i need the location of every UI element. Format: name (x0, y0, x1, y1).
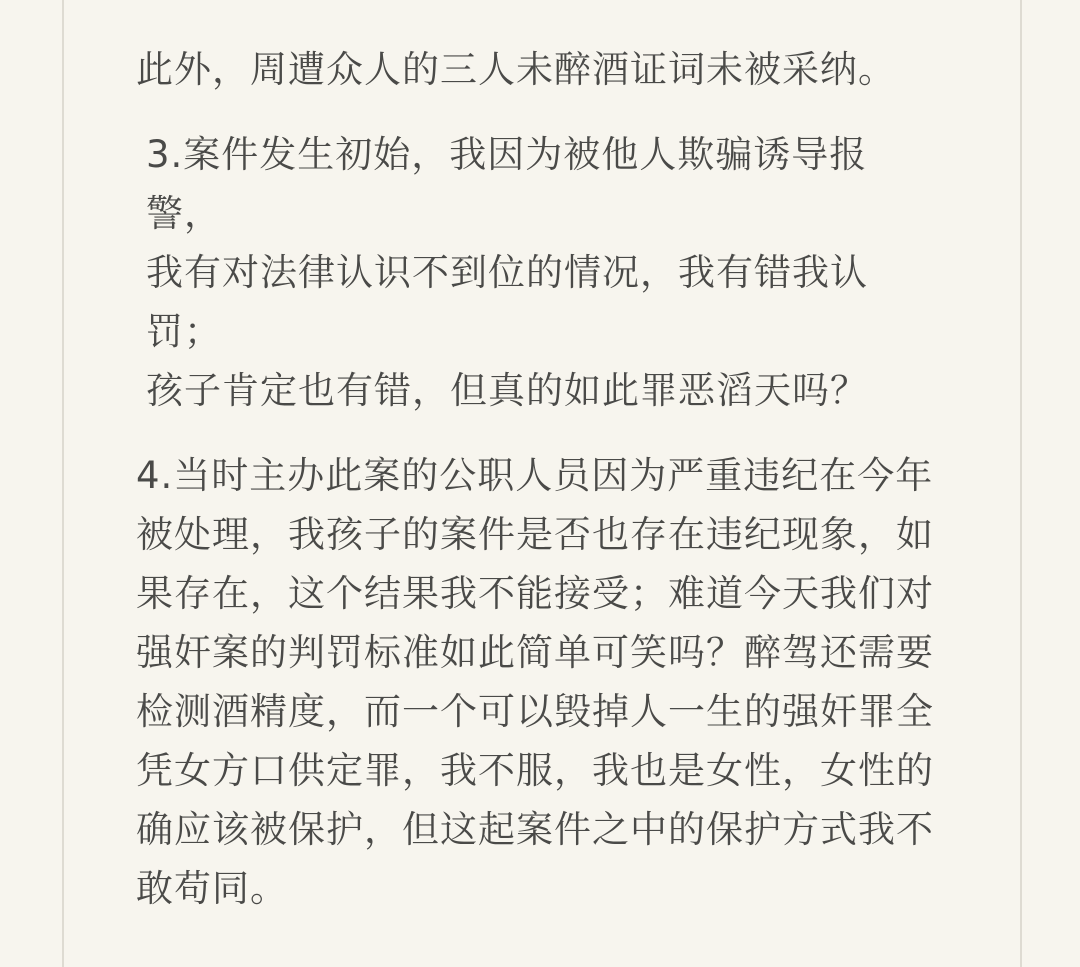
paragraph-witness-testimony: 此外，周遭众人的三人未醉酒证词未被采纳。 (136, 48, 896, 91)
document-body (136, 40, 936, 918)
paragraph-point-3: 3.案件发生初始，我因为被他人欺骗诱导报警， 我有对法律认识不到位的情况，我有错我认罚； 孩子肯定也有错，但真的如此罪恶滔天吗？ (146, 133, 868, 412)
paragraph-point-4: 4.当时主办此案的公职人员因为严重违纪在今年 被处理，我孩子的案件是否也存在违纪现象，如 果存在，这个结果我不能接受；难道今天我们对 强奸案的判罚标准如此简单可笑吗？醉驾还需要 检测酒精度，而一个可以毁掉人一生的强奸罪全 凭女方口供定罪，我不服，我也是女性，女性的 确应该被保护，但这起案件之中的保护方式我不 敢苟同。 (136, 454, 934, 910)
page-right-border (1020, 0, 1022, 967)
page-left-border (62, 0, 64, 967)
